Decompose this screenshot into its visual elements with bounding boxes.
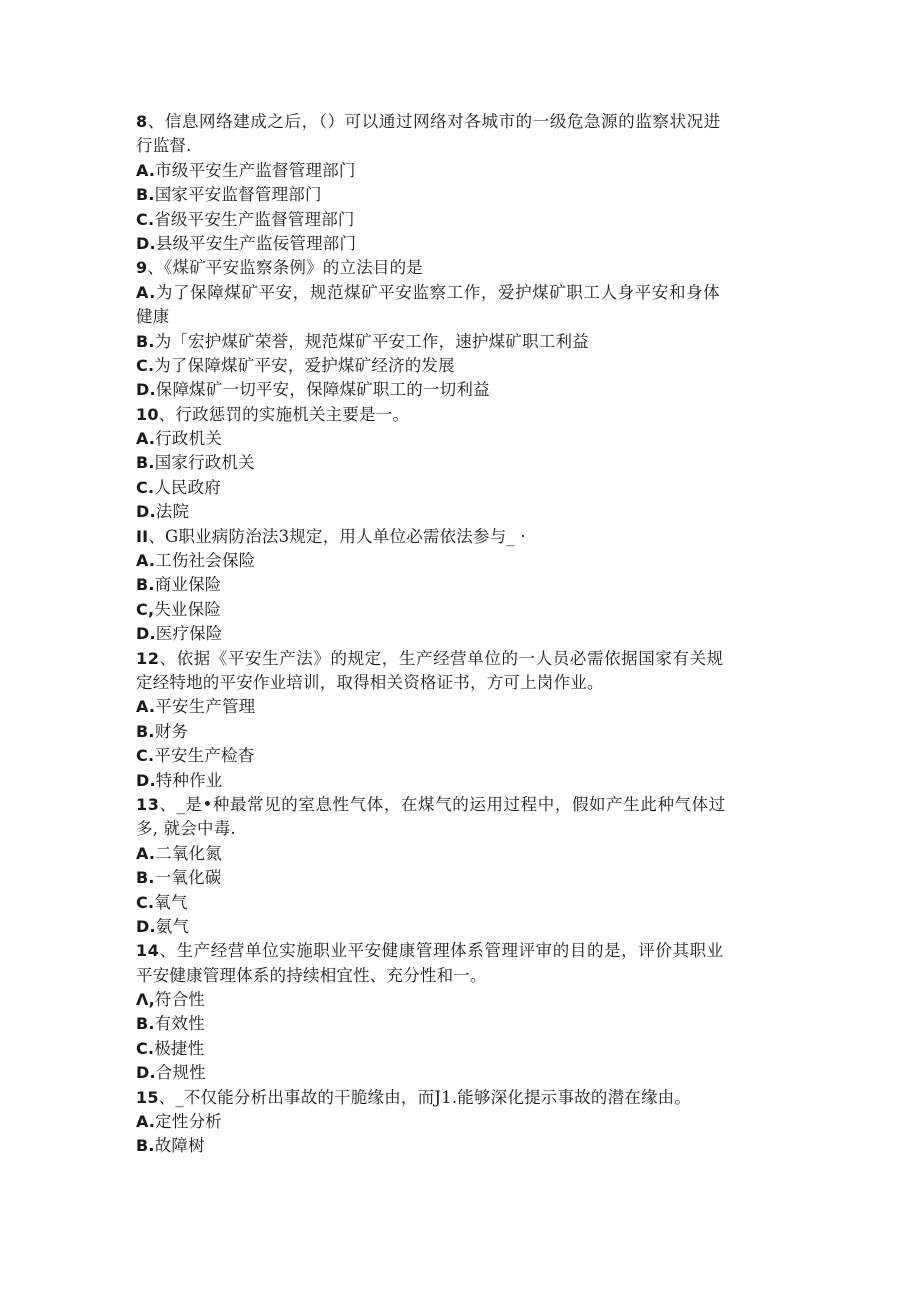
text-line [136, 647, 786, 671]
line-text: 县级平安生产监佞管理部门 [155, 233, 357, 253]
text-line [136, 330, 786, 354]
line-text: 定性分析 [155, 1112, 222, 1132]
text-line [136, 988, 786, 1012]
text-line [136, 281, 786, 305]
line-text: 符合性 [154, 990, 205, 1010]
text-line [136, 598, 786, 622]
line-text: 为了保障煤矿平安，爱护煤矿经济的发展 [154, 355, 455, 375]
text-line [136, 1012, 786, 1036]
line-marker: Λ, [136, 990, 155, 1010]
text-line [136, 159, 786, 183]
text-line [136, 964, 786, 988]
line-marker: A. [136, 843, 156, 863]
text-line [136, 769, 786, 793]
line-text: 工伤社会保险 [155, 551, 256, 571]
line-marker: A. [136, 429, 156, 449]
line-text: 有效性 [154, 1014, 205, 1034]
text-line [136, 720, 786, 744]
line-text: 氨气 [155, 916, 190, 936]
line-text: 法院 [155, 502, 190, 522]
line-text: 、行政惩罚的实施机关主要是一。 [158, 404, 410, 424]
line-text: 定经特地的平安作业培训，取得相关资格证书，方可上岗作业。 [136, 672, 604, 692]
text-line [136, 671, 786, 695]
text-line [136, 305, 786, 329]
line-marker: D. [136, 233, 156, 253]
text-line [136, 500, 786, 524]
line-marker: A. [136, 1112, 156, 1132]
line-text: 国家平安监督管理部门 [154, 185, 322, 205]
line-marker: 15 [136, 1087, 159, 1107]
document-page [136, 110, 786, 1159]
line-marker: B. [136, 185, 155, 205]
line-marker: D. [136, 770, 156, 790]
line-text: 平安健康管理体系的持续相宜性、充分性和一。 [136, 965, 487, 985]
line-marker: C. [136, 209, 155, 229]
line-marker: D. [136, 624, 156, 644]
line-text: 、《煤矿平安监察条例》的立法目的是 [147, 258, 423, 278]
text-line [136, 427, 786, 451]
text-line [136, 1061, 786, 1085]
line-marker: C. [136, 746, 155, 766]
text-line [136, 183, 786, 207]
text-line [136, 939, 786, 963]
line-text: 健康 [136, 307, 170, 327]
text-line [136, 622, 786, 646]
line-marker: A. [136, 160, 156, 180]
line-text: 极捷性 [154, 1038, 205, 1058]
line-marker: C. [136, 477, 155, 497]
text-line [136, 403, 786, 427]
line-marker: II [136, 526, 149, 546]
line-marker: 14 [136, 941, 160, 961]
text-line [136, 354, 786, 378]
line-text: 商业保险 [154, 575, 222, 595]
line-marker: D. [136, 502, 156, 522]
text-line [136, 842, 786, 866]
line-marker: 10 [136, 404, 159, 424]
line-text: 二氧化氮 [155, 843, 222, 863]
line-marker: 8 [136, 112, 148, 131]
text-line [136, 525, 786, 549]
text-line [136, 573, 786, 597]
line-text: 行政机关 [155, 429, 222, 449]
line-text: 、依据《平安生产法》的规定，生产经营单位的一人员必需依据国家有关规 [159, 648, 724, 668]
text-line [136, 378, 786, 402]
line-marker: 13 [136, 794, 160, 814]
line-marker: B. [136, 868, 155, 888]
line-text: 医疗保险 [155, 624, 223, 644]
line-text: 、_是•种最常见的室息性气体，在煤气的运用过程中，假如产生此种气体过 [159, 794, 726, 814]
line-text: 多, 就会中毒. [136, 819, 236, 839]
line-marker: B. [136, 721, 155, 741]
line-marker: A. [136, 551, 156, 571]
text-line [136, 256, 786, 280]
text-line [136, 476, 786, 500]
text-line [136, 451, 786, 475]
line-text: 、G职业病防治法3规定，用人单位必需依法参与_ · [148, 526, 526, 546]
line-marker: D. [136, 1063, 156, 1083]
line-marker: 9 [136, 258, 148, 278]
line-marker: D. [136, 916, 156, 936]
line-text: 特种作业 [155, 770, 223, 790]
line-text: 为了保障煤矿平安，规范煤矿平安监察工作，爱护煤矿职工人身平安和身体 [155, 282, 721, 302]
text-line [136, 134, 786, 158]
line-text: 平安生产检杳 [154, 746, 255, 766]
text-line [136, 744, 786, 768]
line-marker: D. [136, 380, 156, 400]
text-line [136, 232, 786, 256]
line-text: 行监督. [136, 136, 192, 156]
text-line [136, 915, 786, 939]
line-text: 、_不仅能分析出事故的干脆缘由，而J1.能够深化提示事故的潜在缘由。 [158, 1087, 692, 1107]
line-text: 为「宏护煤矿荣誉，规范煤矿平安工作，速护煤矿职工利益 [154, 331, 589, 351]
line-text: 故障树 [154, 1136, 205, 1156]
line-marker: C, [136, 599, 155, 619]
line-text: 、信息网络建成之后，（）可以通过网络对各城市的一级危急源的监察状况进 [147, 112, 721, 131]
line-text: 市级平安生产监督管理部门 [155, 160, 356, 180]
line-text: 保障煤矿一切平安，保障煤矿职工的一切利益 [155, 380, 490, 400]
line-text: 、生产经营单位实施职业平安健康管理体系管理评审的目的是，评价其职业 [159, 941, 724, 961]
line-text: 财务 [154, 721, 189, 741]
line-marker: C. [136, 892, 155, 912]
line-marker: A. [136, 697, 156, 717]
line-marker: B. [136, 575, 155, 595]
text-line [136, 695, 786, 719]
line-text: 氧气 [154, 892, 188, 912]
text-line [136, 1037, 786, 1061]
line-text: 平安生产管理 [155, 697, 256, 717]
line-text: 人民政府 [154, 477, 222, 497]
line-marker: 12 [136, 648, 160, 668]
line-marker: C. [136, 355, 155, 375]
text-line [136, 549, 786, 573]
line-marker: B. [136, 1136, 155, 1156]
text-line [136, 1086, 786, 1110]
text-line [136, 1134, 786, 1158]
line-text: 一氧化碳 [154, 868, 222, 888]
line-text: 国家行政机关 [154, 453, 255, 473]
text-line [136, 866, 786, 890]
line-marker: B. [136, 331, 155, 351]
text-line [136, 110, 786, 134]
line-marker: B. [136, 453, 155, 473]
line-marker: B. [136, 1014, 155, 1034]
text-line [136, 891, 786, 915]
text-line [136, 208, 786, 232]
line-marker: A. [136, 282, 156, 302]
line-text: 失业保险 [154, 599, 222, 619]
text-line [136, 1110, 786, 1134]
line-text: 合规性 [155, 1063, 206, 1083]
line-marker: C. [136, 1038, 155, 1058]
text-line [136, 793, 786, 817]
text-line [136, 817, 786, 841]
line-text: 省级平安生产监督管理部门 [154, 209, 355, 229]
